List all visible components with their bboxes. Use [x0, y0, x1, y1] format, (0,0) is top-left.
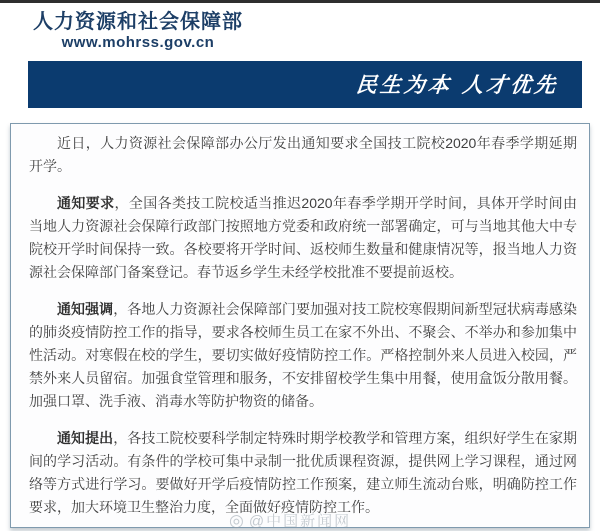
paragraph-text: ，全国各类技工院校适当推迟2020年春季学期开学时间，具体开学时间由当地人力资源社会保障行政部门按照地方党委和政府统一部署确定，可与当地其他大中专院校开学时间保持一致。各校要将开学时间、返校师生数量和健康情况等，报当地人力资源社会保障部门备案登记。春节返乡学生未经学校批准不要提前返校。 [29, 195, 577, 280]
article-paragraph [29, 427, 577, 519]
site-identity [33, 10, 243, 51]
site-title: 人力资源和社会保障部 [33, 11, 243, 33]
china-news-logo-icon: ◎ [229, 510, 244, 530]
top-border-strip [0, 0, 600, 3]
paragraph-text: ，各技工院校要科学制定特殊时期学校教学和管理方案，组织好学生在家期间的学习活动。有条件的学校可集中录制一批优质课程资源，提供网上学习课程，通过网络等方式进行学习。要做好开学后疫情防控工作预案，建立师生流动台账，明确防控工作要求，加大环境卫生整治力度，全面做好疫情防控工作。 [29, 430, 578, 515]
watermark-text: @中国新闻网 [248, 513, 352, 530]
article-paragraph [29, 192, 577, 284]
paragraph-lead: 通知提出 [57, 430, 114, 446]
banner-slogan-text: 民生为本 人才优先 [354, 72, 560, 97]
paragraph-text: ，各地人力资源社会保障部门要加强对技工院校寒假期间新型冠状病毒感染的肺炎疫情防控工作的指导，要求各校师生员工在家不外出、不聚会、不举办和参加集中性活动。对寒假在校的学生，要切实做好疫情防控工作。严格控制外来人员进入校园，严禁外来人员留宿。加强食堂管理和服务，不安排留校学生集中用餐，使用盒饭分散用餐。加强口罩、洗手液、消毒水等防护物资的储备。 [29, 301, 578, 409]
paragraph-text: 近日，人力资源社会保障部办公厅发出通知要求全国技工院校2020年春季学期延期开学。 [29, 135, 577, 174]
paragraph-lead: 通知强调 [57, 301, 114, 317]
site-url: www.mohrss.gov.cn [61, 34, 215, 51]
slogan-banner [28, 61, 582, 108]
article-paragraph [29, 298, 577, 413]
paragraph-lead: 通知要求 [57, 195, 115, 211]
article-box [10, 123, 590, 528]
article-paragraph [29, 132, 577, 178]
